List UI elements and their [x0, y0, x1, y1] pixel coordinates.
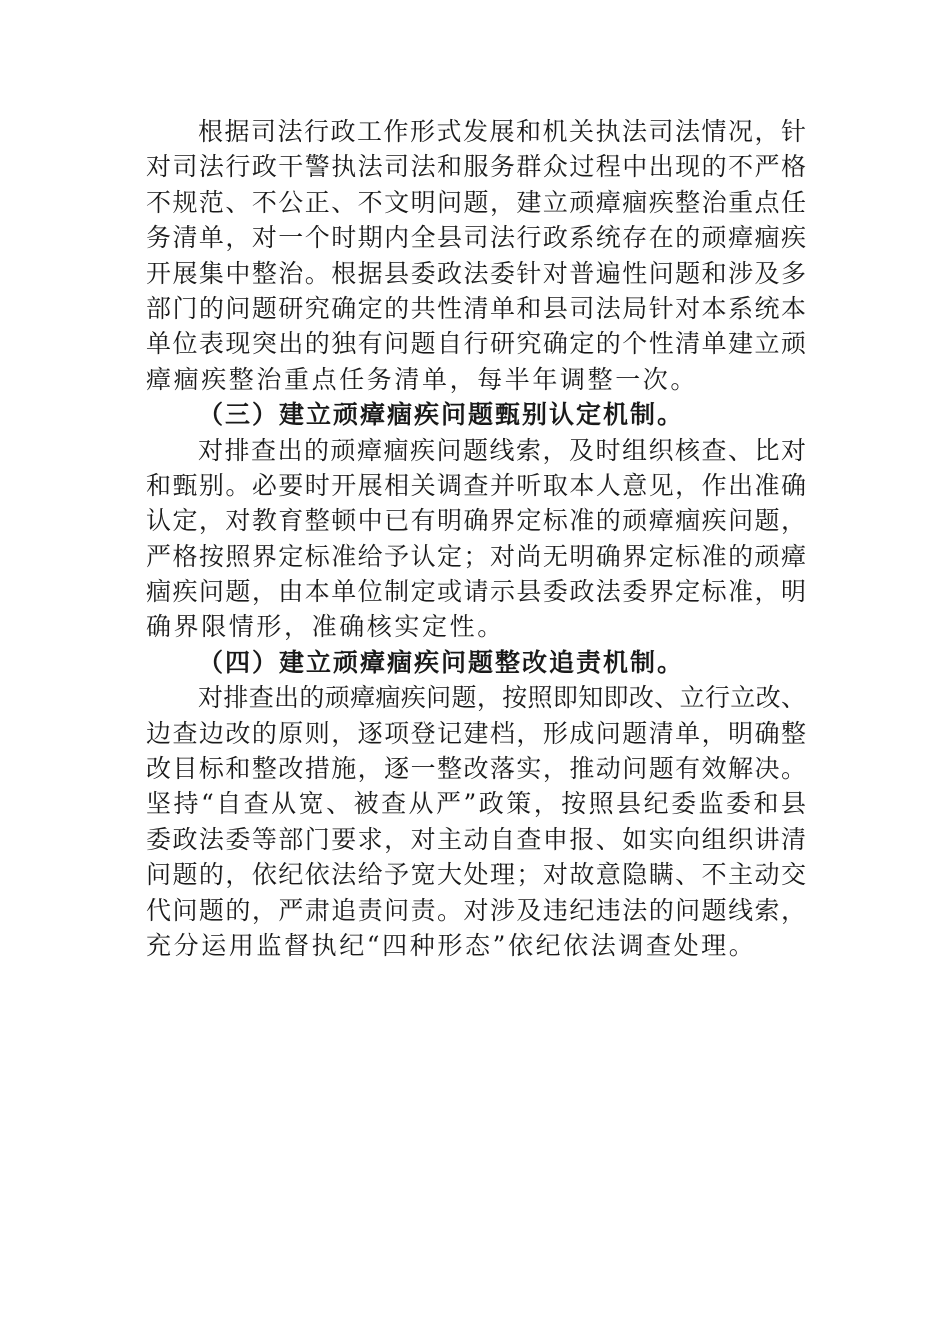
text-line: 确界限情形，准确核实定性。	[146, 612, 505, 642]
paragraph	[146, 680, 806, 963]
document-body	[146, 114, 806, 963]
paragraph	[146, 433, 806, 645]
paragraph	[146, 114, 806, 397]
section-heading	[146, 645, 806, 680]
text-line: 单位表现突出的独有问题自行研究确定的个性清单建立顽	[146, 329, 806, 359]
text-line: 对排查出的顽瘴痼疾问题，按照即知即改、立行立改、	[198, 683, 806, 713]
text-line: 边查边改的原则，逐项登记建档，形成问题清单，明确整	[146, 718, 806, 748]
text-line: 坚持“自查从宽、被查从严”政策，按照县纪委监委和县	[146, 789, 806, 819]
text-line: 不规范、不公正、不文明问题，建立顽瘴痼疾整治重点任	[146, 187, 806, 217]
text-line: 充分运用监督执纪“四种形态”依纪依法调查处理。	[146, 930, 757, 960]
heading-line: （四）建立顽瘴痼疾问题整改追责机制。	[198, 647, 685, 677]
text-line: 问题的，依纪依法给予宽大处理；对故意隐瞒、不主动交	[146, 860, 806, 890]
text-line: 开展集中整治。根据县委政法委针对普遍性问题和涉及多	[146, 258, 806, 288]
section-heading	[146, 397, 806, 432]
text-line: 部门的问题研究确定的共性清单和县司法局针对本系统本	[146, 293, 806, 323]
text-line: 痼疾问题，由本单位制定或请示县委政法委界定标准，明	[146, 577, 806, 607]
heading-line: （三）建立顽瘴痼疾问题甄别认定机制。	[198, 400, 685, 430]
text-line: 和甄别。必要时开展相关调查并听取本人意见，作出准确	[146, 470, 806, 500]
text-line: 对排查出的顽瘴痼疾问题线索，及时组织核查、比对	[198, 435, 806, 465]
text-line: 务清单，对一个时期内全县司法行政系统存在的顽瘴痼疾	[146, 223, 806, 253]
text-line: 委政法委等部门要求，对主动自查申报、如实向组织讲清	[146, 824, 806, 854]
text-line: 严格按照界定标准给予认定；对尚无明确界定标准的顽瘴	[146, 541, 806, 571]
text-line: 代问题的，严肃追责问责。对涉及违纪违法的问题线索，	[146, 895, 806, 925]
text-line: 瘴痼疾整治重点任务清单，每半年调整一次。	[146, 364, 699, 394]
text-line: 改目标和整改措施，逐一整改落实，推动问题有效解决。	[146, 754, 806, 784]
text-line: 认定，对教育整顿中已有明确界定标准的顽瘴痼疾问题，	[146, 506, 806, 536]
text-line: 根据司法行政工作形式发展和机关执法司法情况，针	[198, 117, 806, 146]
text-line: 对司法行政干警执法司法和服务群众过程中出现的不严格	[146, 152, 806, 182]
